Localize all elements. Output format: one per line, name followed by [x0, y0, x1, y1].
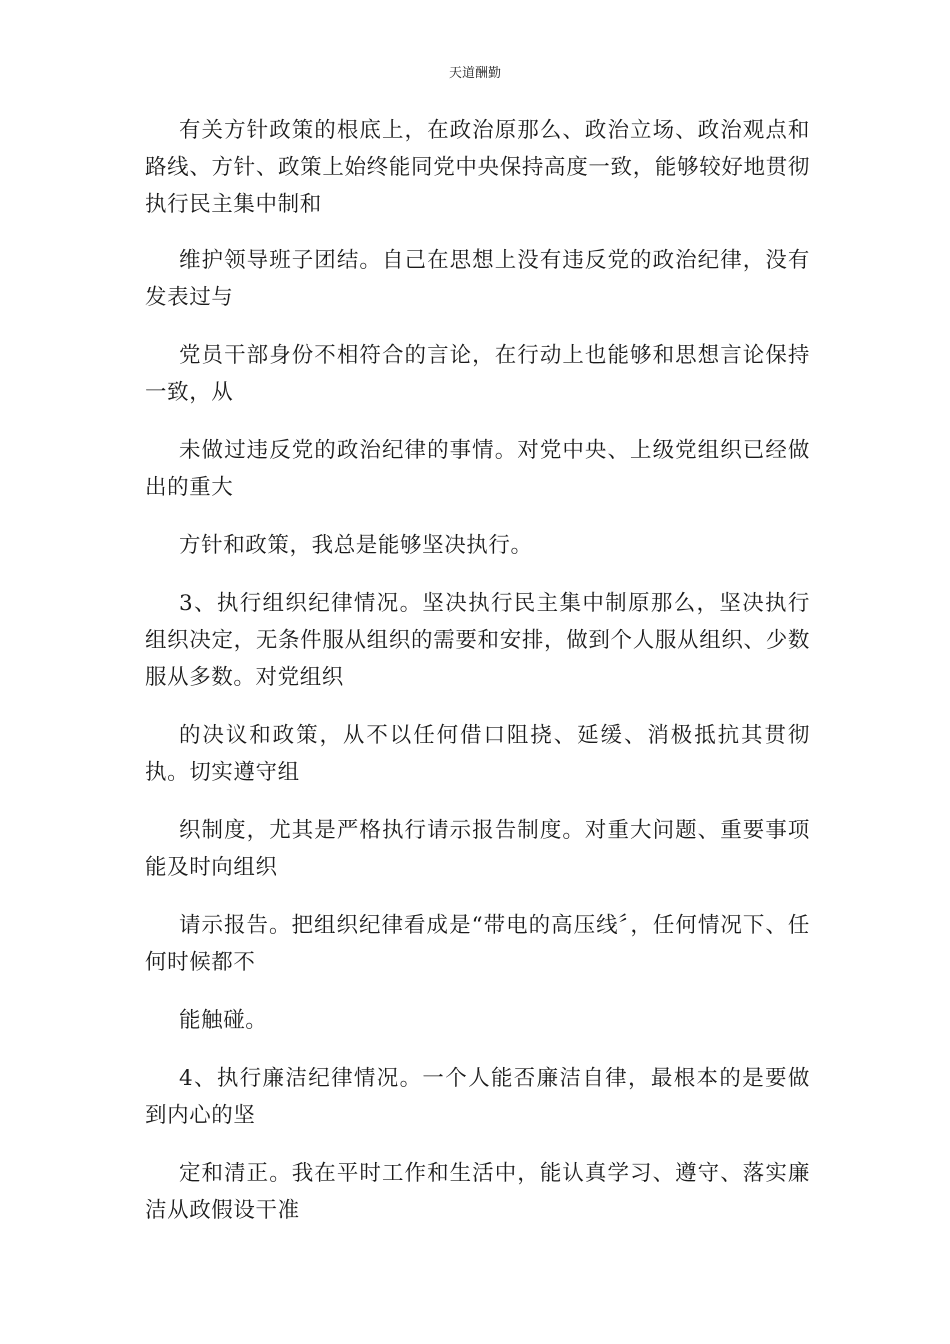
- paragraph: 方针和政策，我总是能够坚决执行。: [179, 533, 533, 558]
- paragraph: 请示报告。把组织纪律看成是“带电的高压线〞，任何情况下、任何时候都不: [145, 913, 810, 975]
- paragraph: 4、执行廉洁纪律情况。一个人能否廉洁自律，最根本的是要做到内心的坚: [145, 1066, 810, 1128]
- paragraph: 3、执行组织纪律情况。坚决执行民主集中制原那么，坚决执行组织决定，无条件服从组织的需要和安排，做到个人服从组织、少数服从多数。对党组织: [145, 591, 810, 690]
- paragraph: 维护领导班子团结。自己在思想上没有违反党的政治纪律，没有发表过与: [145, 248, 810, 310]
- paragraph: 有关方针政策的根底上，在政治原那么、政治立场、政治观点和路线、方针、政策上始终能同党中央保持高度一致，能够较好地贯彻执行民主集中制和: [145, 118, 810, 217]
- paragraph: 织制度，尤其是严格执行请示报告制度。对重大问题、重要事项能及时向组织: [145, 818, 810, 880]
- document-body: [145, 112, 810, 1250]
- paragraph: 定和清正。我在平时工作和生活中，能认真学习、遵守、落实廉洁从政假设干准: [145, 1161, 810, 1223]
- paragraph: 能触碰。: [179, 1008, 268, 1033]
- paragraph: 未做过违反党的政治纪律的事情。对党中央、上级党组织已经做出的重大: [145, 438, 810, 500]
- paragraph: 的决议和政策，从不以任何借口阻挠、延缓、消极抵抗其贯彻执。切实遵守组: [145, 723, 810, 785]
- page-header: 天道酬勤: [448, 66, 501, 81]
- paragraph: 党员干部身份不相符合的言论，在行动上也能够和思想言论保持一致，从: [145, 343, 810, 405]
